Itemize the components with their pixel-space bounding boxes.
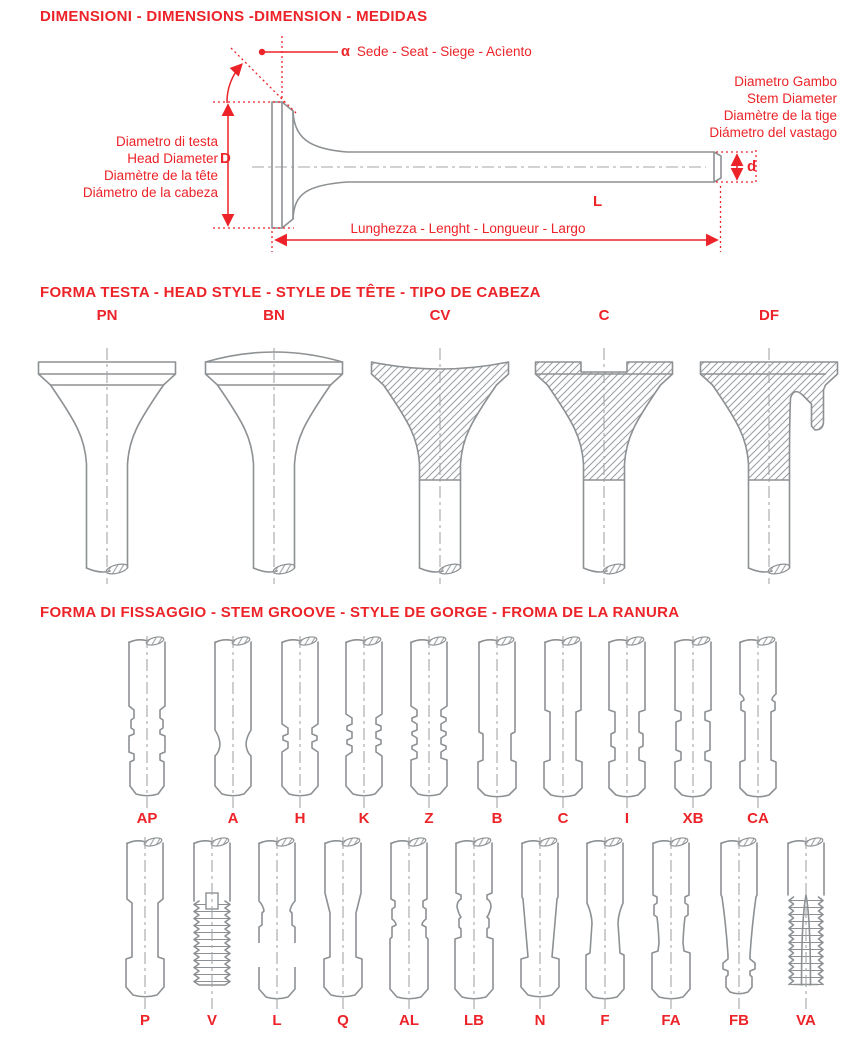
stem-groove-label-v: V	[206, 1012, 217, 1029]
head-style-label-cv: CV	[429, 307, 451, 324]
head-style-drawing-pn	[32, 330, 182, 600]
head-style-label-pn: PN	[96, 307, 118, 324]
stem-groove-label-va: VA	[796, 1012, 816, 1029]
stem-groove-drawing-l	[247, 837, 307, 1019]
head-diameter-line-it: Diametro di testa	[115, 134, 218, 149]
stem-diameter-line-es: Diámetro del vastago	[709, 125, 837, 140]
head-style-label-c: C	[598, 307, 610, 324]
stem-groove-label-lb: LB	[464, 1012, 484, 1029]
stem-groove-drawing-f	[575, 837, 635, 1019]
stem-groove-drawing-z	[399, 636, 459, 818]
stem-groove-title: FORMA DI FISSAGGIO - STEM GROOVE - STYLE DE GORGE - FROMA DE LA RANURA	[40, 604, 680, 621]
alpha-symbol: α	[341, 44, 350, 60]
dimensions-title: DIMENSIONI - DIMENSIONS -DIMENSION - MEDIDAS	[40, 8, 428, 25]
stem-groove-drawing-h	[270, 636, 330, 818]
head-style-drawing-cv	[365, 330, 515, 600]
stem-diameter-symbol: d	[747, 158, 757, 175]
length-label: Lunghezza - Lenght - Longueur - Largo	[350, 221, 586, 236]
head-style-drawing-c	[529, 330, 679, 600]
stem-groove-drawing-b	[467, 636, 527, 818]
stem-groove-label-n: N	[534, 1012, 546, 1029]
stem-groove-label-q: Q	[337, 1012, 349, 1029]
head-diameter-line-es: Diámetro de la cabeza	[82, 185, 218, 200]
stem-groove-drawing-ca	[728, 636, 788, 818]
stem-groove-drawing-lb	[444, 837, 504, 1019]
head-style-label-df: DF	[759, 307, 779, 324]
stem-groove-drawing-fb	[709, 837, 769, 1019]
stem-groove-label-h: H	[294, 810, 306, 827]
stem-groove-drawing-al	[379, 837, 439, 1019]
seat-label-row	[341, 44, 532, 60]
stem-groove-label-al: AL	[399, 1012, 419, 1029]
stem-groove-label-k: K	[358, 810, 370, 827]
stem-groove-label-l: L	[272, 1012, 282, 1029]
head-diameter-symbol: D	[220, 150, 231, 167]
seat-angle-arc	[227, 64, 242, 103]
stem-diameter-labels	[637, 73, 837, 141]
stem-groove-label-a: A	[227, 810, 239, 827]
stem-groove-drawing-c	[533, 636, 593, 818]
stem-groove-drawing-n	[510, 837, 570, 1019]
stem-groove-drawing-p	[115, 837, 175, 1019]
seat-label: Sede - Seat - Siege - Acìento	[356, 44, 532, 59]
stem-groove-label-fa: FA	[661, 1012, 681, 1029]
stem-groove-label-z: Z	[424, 810, 434, 827]
stem-groove-drawing-fa	[641, 837, 701, 1019]
stem-groove-drawing-va	[776, 837, 836, 1019]
stem-groove-drawing-xb	[663, 636, 723, 818]
head-diameter-labels	[20, 133, 218, 201]
stem-groove-label-c: C	[557, 810, 569, 827]
stem-groove-drawing-i	[597, 636, 657, 818]
head-diameter-line-fr: Diamètre de la tête	[103, 168, 218, 183]
head-diameter-line-en: Head Diameter	[127, 151, 218, 166]
head-style-title: FORMA TESTA - HEAD STYLE - STYLE DE TÊTE - TIPO DE CABEZA	[40, 284, 541, 301]
stem-diameter-line-fr: Diamètre de la tige	[723, 108, 837, 123]
stem-groove-label-p: P	[139, 1012, 150, 1029]
stem-groove-label-fb: FB	[729, 1012, 749, 1029]
stem-diameter-line-en: Stem Diameter	[746, 91, 837, 106]
length-symbol: L	[593, 193, 603, 210]
head-style-drawing-bn	[199, 330, 349, 600]
stem-diameter-line-it: Diametro Gambo	[734, 74, 837, 89]
stem-groove-drawing-v	[182, 837, 242, 1019]
stem-groove-label-i: I	[624, 810, 630, 827]
seat-angle-point	[259, 49, 265, 55]
stem-groove-drawing-k	[334, 636, 394, 818]
stem-groove-drawing-a	[203, 636, 263, 818]
stem-groove-drawing-q	[313, 837, 373, 1019]
head-style-label-bn: BN	[263, 307, 285, 324]
head-style-drawing-df	[694, 330, 844, 600]
stem-groove-label-ap: AP	[136, 810, 158, 827]
stem-groove-drawing-ap	[117, 636, 177, 818]
stem-groove-label-xb: XB	[682, 810, 704, 827]
stem-groove-label-ca: CA	[747, 810, 769, 827]
stem-groove-label-f: F	[600, 1012, 610, 1029]
stem-groove-label-b: B	[491, 810, 503, 827]
